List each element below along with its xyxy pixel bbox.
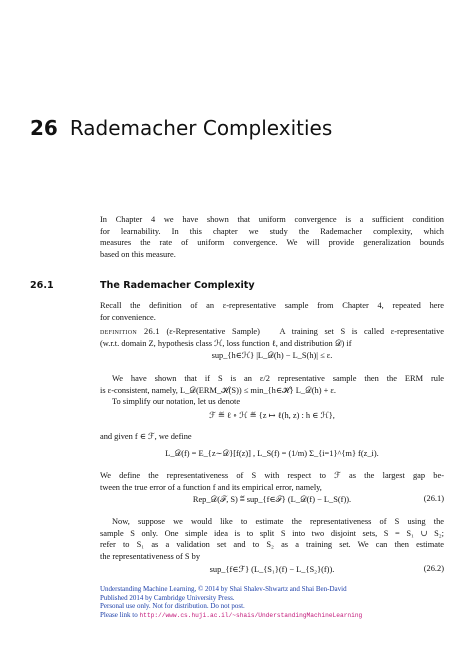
equation-number-26-2: (26.2) — [423, 564, 444, 573]
section-number: 26.1 — [30, 280, 54, 291]
erm-line: is ε-consistent, namely, L_𝒟(ERM_ℋ(S)) ≤ min_{h∈ℋ} L_𝒟(h) + ε. — [100, 385, 337, 395]
erm-line: We have shown that if S is an ε/2 representative sample then the ERM rule — [112, 374, 444, 383]
equation-number-26-1: (26.1) — [423, 494, 444, 503]
footer-link-prefix: Please link to — [100, 610, 140, 619]
split-line: the representativeness of S by — [100, 551, 201, 561]
definition-equation: sup_{h∈ℋ} |L_𝒟(h) − L_S(h)| ≤ ε. — [211, 351, 333, 360]
intro-line: measures the rate of uniform convergence. We will provide generalization bounds — [100, 238, 444, 248]
intro-line: based on this measure. — [100, 249, 176, 259]
footer-link-line — [100, 611, 460, 621]
definition-block — [100, 326, 444, 349]
copyright-footer — [100, 585, 460, 620]
definition-first-line — [100, 326, 444, 338]
recall-paragraph — [100, 300, 444, 323]
loss-definitions-equation: L_𝒟(f) = E_{z∼𝒟}[f(z)] , L_S(f) = (1/m) Σ_{i=1}^{m} f(z_i). — [165, 449, 379, 458]
representativeness-line: tween the true error of a function f and its empirical error, namely, — [100, 482, 322, 492]
split-estimate-equation: sup_{f∈ℱ} (L_{S₁}(f) − L_{S₂}(f)). — [209, 565, 335, 574]
chapter-heading — [30, 116, 332, 140]
footer-publisher: Published 2014 by Cambridge University Press. — [100, 593, 235, 602]
representativeness-equation: Rep_𝒟(ℱ, S) ≝ sup_{f∈ℱ} (L_𝒟(f) − L_S(f)). — [192, 495, 352, 504]
recall-line: for convenience. — [100, 312, 156, 322]
intro-paragraph — [100, 214, 444, 260]
representativeness-line: We define the representativeness of S with respect to ℱ as the largest gap be- — [100, 471, 444, 480]
split-line: sample S only. One simple idea is to split S into two disjoint sets, S = S₁ ∪ S₂; — [100, 528, 444, 538]
footer-personal-use: Personal use only. Not for distribution. Do not post. — [100, 602, 245, 611]
intro-line: for learnability. In this chapter we study the Rademacher complexity, which — [100, 226, 444, 236]
section-heading — [30, 280, 255, 291]
split-line: refer to S₁ as a validation set and to S₂ as a training set. We can then estimate — [100, 540, 444, 550]
intro-line: In Chapter 4 we have shown that uniform convergence is a sufficient condition — [100, 215, 444, 224]
function-class-equation: ℱ ≝ ℓ ∘ ℋ ≝ {z ↦ ℓ(h, z) : h ∈ ℋ}, — [209, 411, 335, 420]
chapter-number: 26 — [30, 116, 58, 140]
recall-line: Recall the definition of an ε-representative sample from Chapter 4, repeated here — [100, 301, 444, 310]
notation-line: To simplify our notation, let us denote — [112, 397, 241, 406]
split-line: Now, suppose we would like to estimate the representativeness of S using the — [112, 517, 444, 526]
representativeness-paragraph — [100, 470, 444, 493]
definition-name: (ε-Representative Sample) — [166, 327, 260, 336]
definition-second-line: (w.r.t. domain Z, hypothesis class ℋ, loss function ℓ, and distribution 𝒟) if — [100, 338, 352, 348]
erm-paragraph — [100, 373, 444, 396]
definition-label: definition 26.1 — [100, 327, 160, 336]
definition-text: A training set S is called ε-representative — [279, 327, 444, 336]
split-paragraph — [100, 516, 444, 562]
given-line: and given f ∈ ℱ, we define — [100, 432, 192, 441]
given-paragraph — [100, 431, 444, 443]
section-title: The Rademacher Complexity — [100, 280, 255, 291]
book-url-link[interactable]: http://www.cs.huji.ac.il/~shais/UnderstandingMachineLearning — [139, 611, 363, 619]
notation-paragraph — [100, 396, 444, 408]
chapter-title: Rademacher Complexities — [69, 116, 333, 140]
footer-copyright: Understanding Machine Learning, © 2014 by Shai Shalev-Shwartz and Shai Ben-David — [100, 585, 347, 593]
